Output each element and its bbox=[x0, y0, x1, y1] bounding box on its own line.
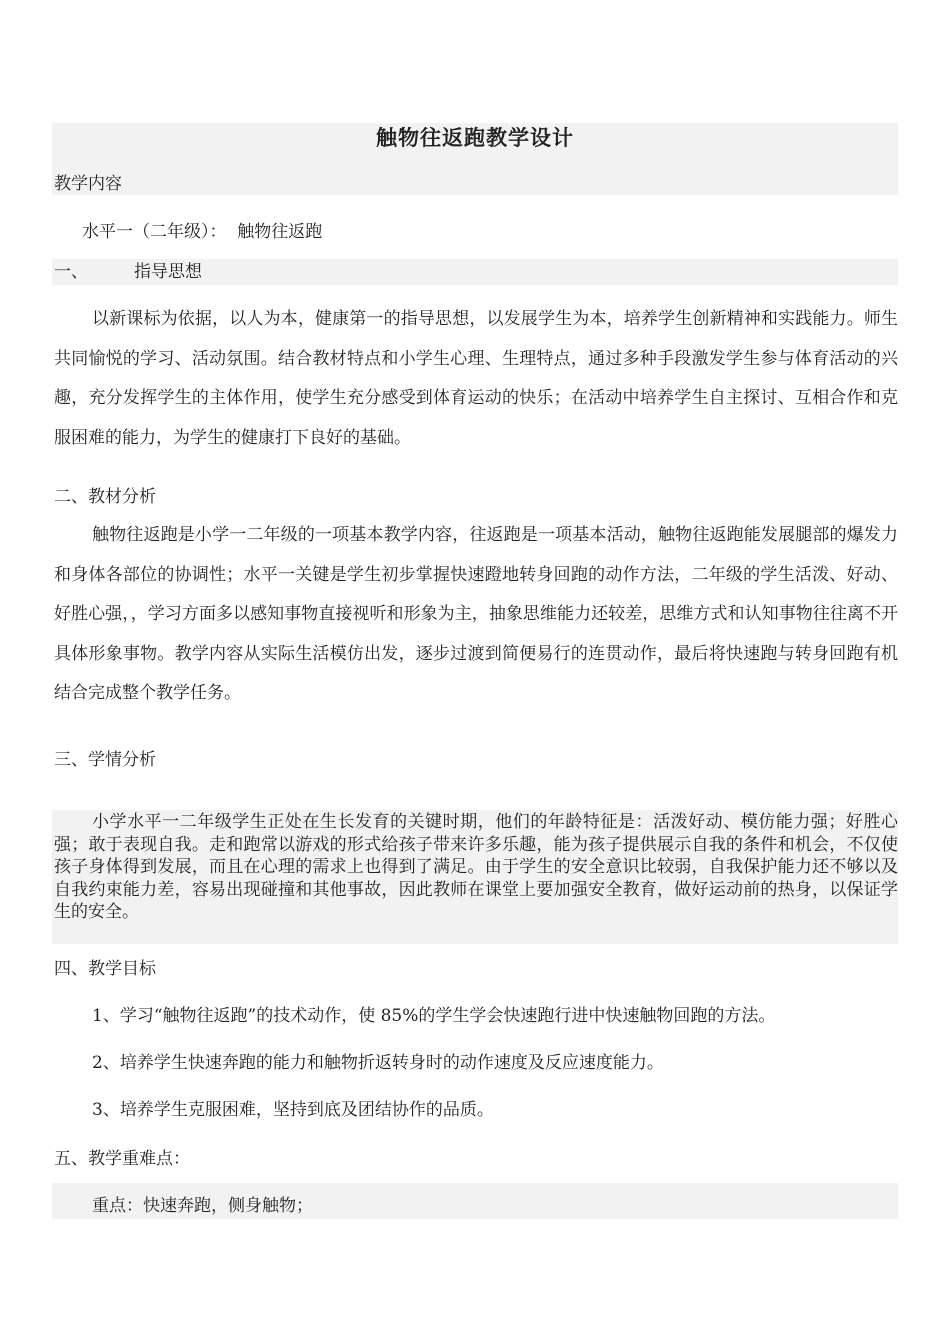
section1-number: 一、 bbox=[54, 262, 88, 282]
page-title: 触物往返跑教学设计 bbox=[376, 125, 574, 150]
content-line: 水平一（二年级）： 触物往返跑 bbox=[82, 222, 323, 242]
objective-item-2: 2、培养学生快速奔跑的能力和触物折返转身时的动作速度及反应速度能力。 bbox=[92, 1053, 664, 1073]
section3-body: 小学水平一二年级学生正处在生长发育的关键时期，他们的年龄特征是：活泼好动、模仿能力强；好胜心强；敢于表现自我。走和跑常以游戏的形式给孩子带来许多乐趣，能为孩子提供展示自我的条件和机会，不仅使孩子身体得到发展，而且在心理的需求上也得到了满足。由于学生的安全意识比较弱，自我保护能力还不够以及自我约束能力差，容易出现碰撞和其他事故，因此教师在课堂上要加强安全教育，做好运动前的热身，以保证学生的安全。 bbox=[54, 812, 898, 923]
section5-focus: 重点：快速奔跑，侧身触物； bbox=[92, 1196, 313, 1216]
objective-item-1: 1、学习“触物往返跑”的技术动作，使 85%的学生学会快速跑行进中快速触物回跑的方法。 bbox=[92, 1006, 776, 1026]
section5-heading: 五、教学重难点： bbox=[54, 1149, 190, 1169]
objective-item-3: 3、培养学生克服困难，坚持到底及团结协作的品质。 bbox=[92, 1100, 494, 1120]
section1-body: 以新课标为依据，以人为本，健康第一的指导思想，以发展学生为本，培养学生创新精神和实践能力。师生共同愉悦的学习、活动氛围。结合教材特点和小学生心理、生理特点，通过多种手段激发学生参与体育活动的兴趣，充分发挥学生的主体作用，使学生充分感受到体育运动的快乐；在活动中培养学生自主探讨、互相合作和克服困难的能力，为学生的健康打下良好的基础。 bbox=[54, 309, 898, 448]
section2-heading: 二、教材分析 bbox=[54, 487, 156, 507]
section4-heading: 四、教学目标 bbox=[54, 959, 156, 979]
section1-heading: 指导思想 bbox=[134, 262, 202, 282]
section2-body: 触物往返跑是小学一二年级的一项基本教学内容，往返跑是一项基本活动，触物往返跑能发展腿部的爆发力和身体各部位的协调性；水平一关键是学生初步掌握快速蹬地转身回跑的动作方法，二年级的学生活泼、好动、好胜心强，，学习方面多以感知事物直接视听和形象为主，抽象思维能力还较差，思维方式和认知事物往往离不开具体形象事物。教学内容从实际生活模仿出发，逐步过渡到简便易行的连贯动作，最后将快速跑与转身回跑有机结合完成整个教学任务。 bbox=[54, 525, 898, 703]
content-heading: 教学内容 bbox=[54, 174, 122, 194]
section3-heading: 三、学情分析 bbox=[54, 750, 156, 770]
